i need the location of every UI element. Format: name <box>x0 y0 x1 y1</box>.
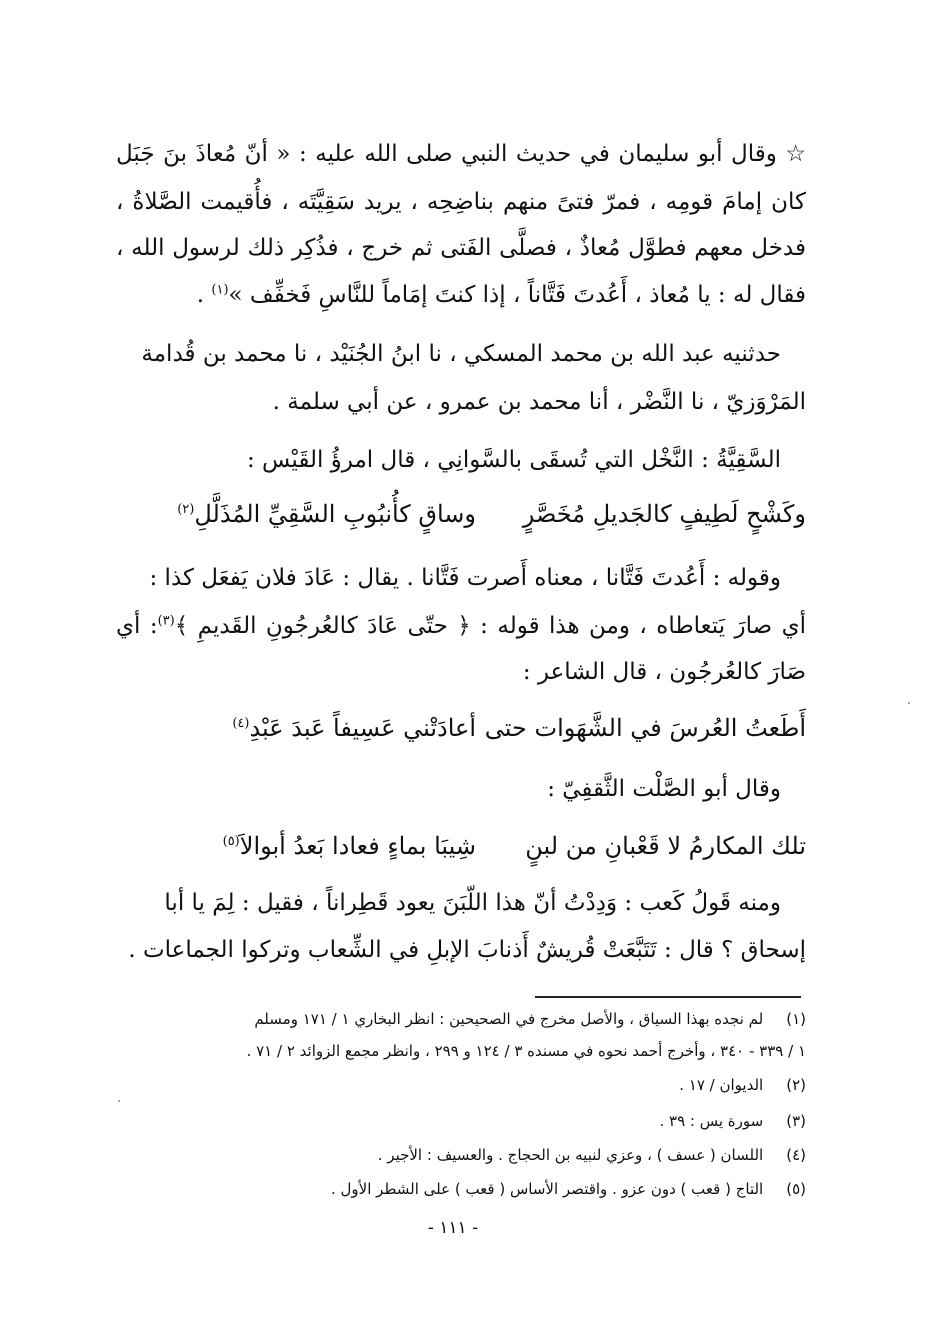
body-line-7-text: السَّقِيَّةُ : النَّخْل التي تُسقَى بالسَّوانِي ، قال امرؤُ القَيْس : <box>247 447 781 473</box>
body-line-8-text: وقوله : أَعُدتَ فَتَّانا ، معناه أَصرت فَتَّانا . يقال : عَادَ فلان يَفعَل كذا : <box>149 565 781 591</box>
footnote-ref-1-mark: (١) <box>211 282 229 298</box>
verse-2-h2-text: أعادَتْني عَسِيفاً عَبدَ عَبْدِ <box>249 714 476 742</box>
body-line-5-text: حدثنيه عبد الله بن محمد المسكي ، نا ابنُ الجُنَيْد ، نا محمد بن قُدامة <box>141 341 781 367</box>
body-line-13-text: إسحاق ؟ قال : تَتَبَّعَتْ قُريشٌ أَذنابَ الإبلِ في الشِّعاب وتركوا الجماعات . <box>128 937 806 963</box>
body-line-4 <box>116 281 806 311</box>
verse-3-h2-text: شِيبَا بماءٍ فعادا بَعدُ أبوالاَ <box>239 832 476 860</box>
body-line-2 <box>116 188 806 218</box>
body-line-6-text: المَرْوَزيّ ، نا النَّضْر ، أنا محمد بن عمرو ، عن أبي سلمة . <box>272 389 806 415</box>
body-line-10-text: صَارَ كالعُرجُون ، قال الشاعر : <box>522 659 806 685</box>
body-line-3-text: فدخل معهم فطوَّل مُعاذٌ ، فصلَّى الفَتى ثم خرج ، فذُكِر ذلك لرسول الله ، <box>116 235 806 261</box>
body-line-12-text: ومنه قَولُ كَعب : وَدِدْتُ أنّ هذا اللّبَنَ يعود قَطِراناً ، فقيل : لِمَ يا أبا <box>164 890 781 916</box>
footnote-ref-3: (٣) <box>157 613 175 629</box>
body-line-2-text: كان إمامَ قومِه ، فمرّ فتىً منهم بناضِحِه ، يريد سَقِيَّتَه ، فأُقيمت الصَّلاةُ ، <box>116 189 806 215</box>
verse-1 <box>116 500 806 540</box>
body-line-12 <box>116 889 781 919</box>
footnote-3-number: (٣) <box>786 1112 806 1130</box>
verse-3-h1-text: تلك المكارمُ لا قَعْبانِ من لبنٍ <box>525 832 806 860</box>
footnote-3 <box>116 1112 806 1132</box>
footnote-1 <box>116 1010 806 1030</box>
footnote-2-number: (٢) <box>786 1076 806 1094</box>
body-line-5 <box>116 340 781 370</box>
footnote-5-text: التاج ( قعب ) دون عزو . واقتصر الأساس ( قعب ) على الشطر الأول . <box>331 1180 764 1198</box>
footnote-1-number: (١) <box>786 1010 806 1028</box>
verse-1-h2-text: وساقٍ كأُنبُوبِ السَّقِيِّ المُذَلَّلِ <box>194 500 476 528</box>
footnote-4-number: (٤) <box>786 1146 806 1164</box>
footnote-ref-4: (٤) <box>232 716 250 731</box>
verse-2 <box>116 714 806 754</box>
scan-speck <box>908 702 910 704</box>
footnote-4 <box>116 1146 806 1166</box>
scan-speck <box>118 1100 120 1102</box>
body-line-1-text: ☆ وقال أبو سليمان في حديث النبي صلى الله عليه : « أنّ مُعاذَ بنَ جَبَل <box>116 141 806 167</box>
verse-1-hemistich-1 <box>523 500 806 528</box>
footnote-1-cont-text: ١ / ٣٣٩ - ٣٤٠ ، وأخرج أحمد نحوه في مسنده ٣ / ١٢٤ و ٢٩٩ ، وانظر مجمع الزوائد ٢ / ٧١ . <box>246 1042 806 1060</box>
body-line-9-text: أي صارَ يَتعاطاه ، ومن هذا قوله : ﴿ حتّى عَادَ كالعُرجُونِ القَديمِ ﴾$^{(٣)}$: أي <box>116 613 807 639</box>
body-line-6 <box>116 388 806 418</box>
footnote-2-text: الديوان / ١٧ . <box>679 1076 764 1094</box>
verse-2-hemistich-2 <box>232 714 476 742</box>
verse-2-h1-text: أَطَعتُ العُرسَ في الشَّهَوات حتى <box>484 714 806 742</box>
body-line-1 <box>116 140 806 170</box>
body-line-13 <box>116 936 806 966</box>
footnote-separator <box>535 996 801 998</box>
footnote-ref-5: (٥) <box>222 834 240 849</box>
verse-3 <box>116 832 806 872</box>
footnote-5 <box>116 1180 806 1200</box>
body-line-8 <box>116 564 781 594</box>
page-number: - ١١١ - <box>427 1218 479 1238</box>
body-line-4-tail: . <box>196 282 205 308</box>
verse-3-hemistich-1 <box>525 832 806 860</box>
body-line-10 <box>116 658 806 688</box>
verse-2-hemistich-1 <box>485 714 806 742</box>
body-line-11 <box>116 775 781 805</box>
footnote-5-number: (٥) <box>786 1180 806 1198</box>
verse-3-hemistich-2 <box>223 832 476 860</box>
verse-1-hemistich-2 <box>177 500 476 528</box>
footnote-4-text: اللسان ( عسف ) ، وعزي لنبيه بن الحجاج . والعسيف : الأجير . <box>377 1146 764 1164</box>
body-line-11-text: وقال أبو الصَّلْت الثَّقفِيّ : <box>547 776 781 802</box>
footnote-ref-2: (٢) <box>177 502 195 517</box>
footnote-1-text: لم نجده بهذا السياق ، والأصل مخرج في الصحيحين : انظر البخاري ١ / ١٧١ ومسلم <box>254 1010 764 1028</box>
body-line-3 <box>116 234 806 264</box>
verse-1-h1-text: وكَشْحٍ لَطِيفٍ كالجَديلِ مُخَصَّرٍ <box>522 500 806 528</box>
footnote-2 <box>116 1076 806 1096</box>
footnote-3-text: سورة يس : ٣٩ . <box>659 1112 764 1130</box>
footnote-1-cont <box>116 1042 806 1062</box>
body-line-7 <box>116 446 781 476</box>
body-line-9 <box>116 612 806 642</box>
body-line-4-text: فقال له : يا مُعاذ ، أَعُدتَ فَتَّاناً ، إذا كنتَ إمَاماً للنَّاسِ فَخفِّف » <box>228 282 806 308</box>
